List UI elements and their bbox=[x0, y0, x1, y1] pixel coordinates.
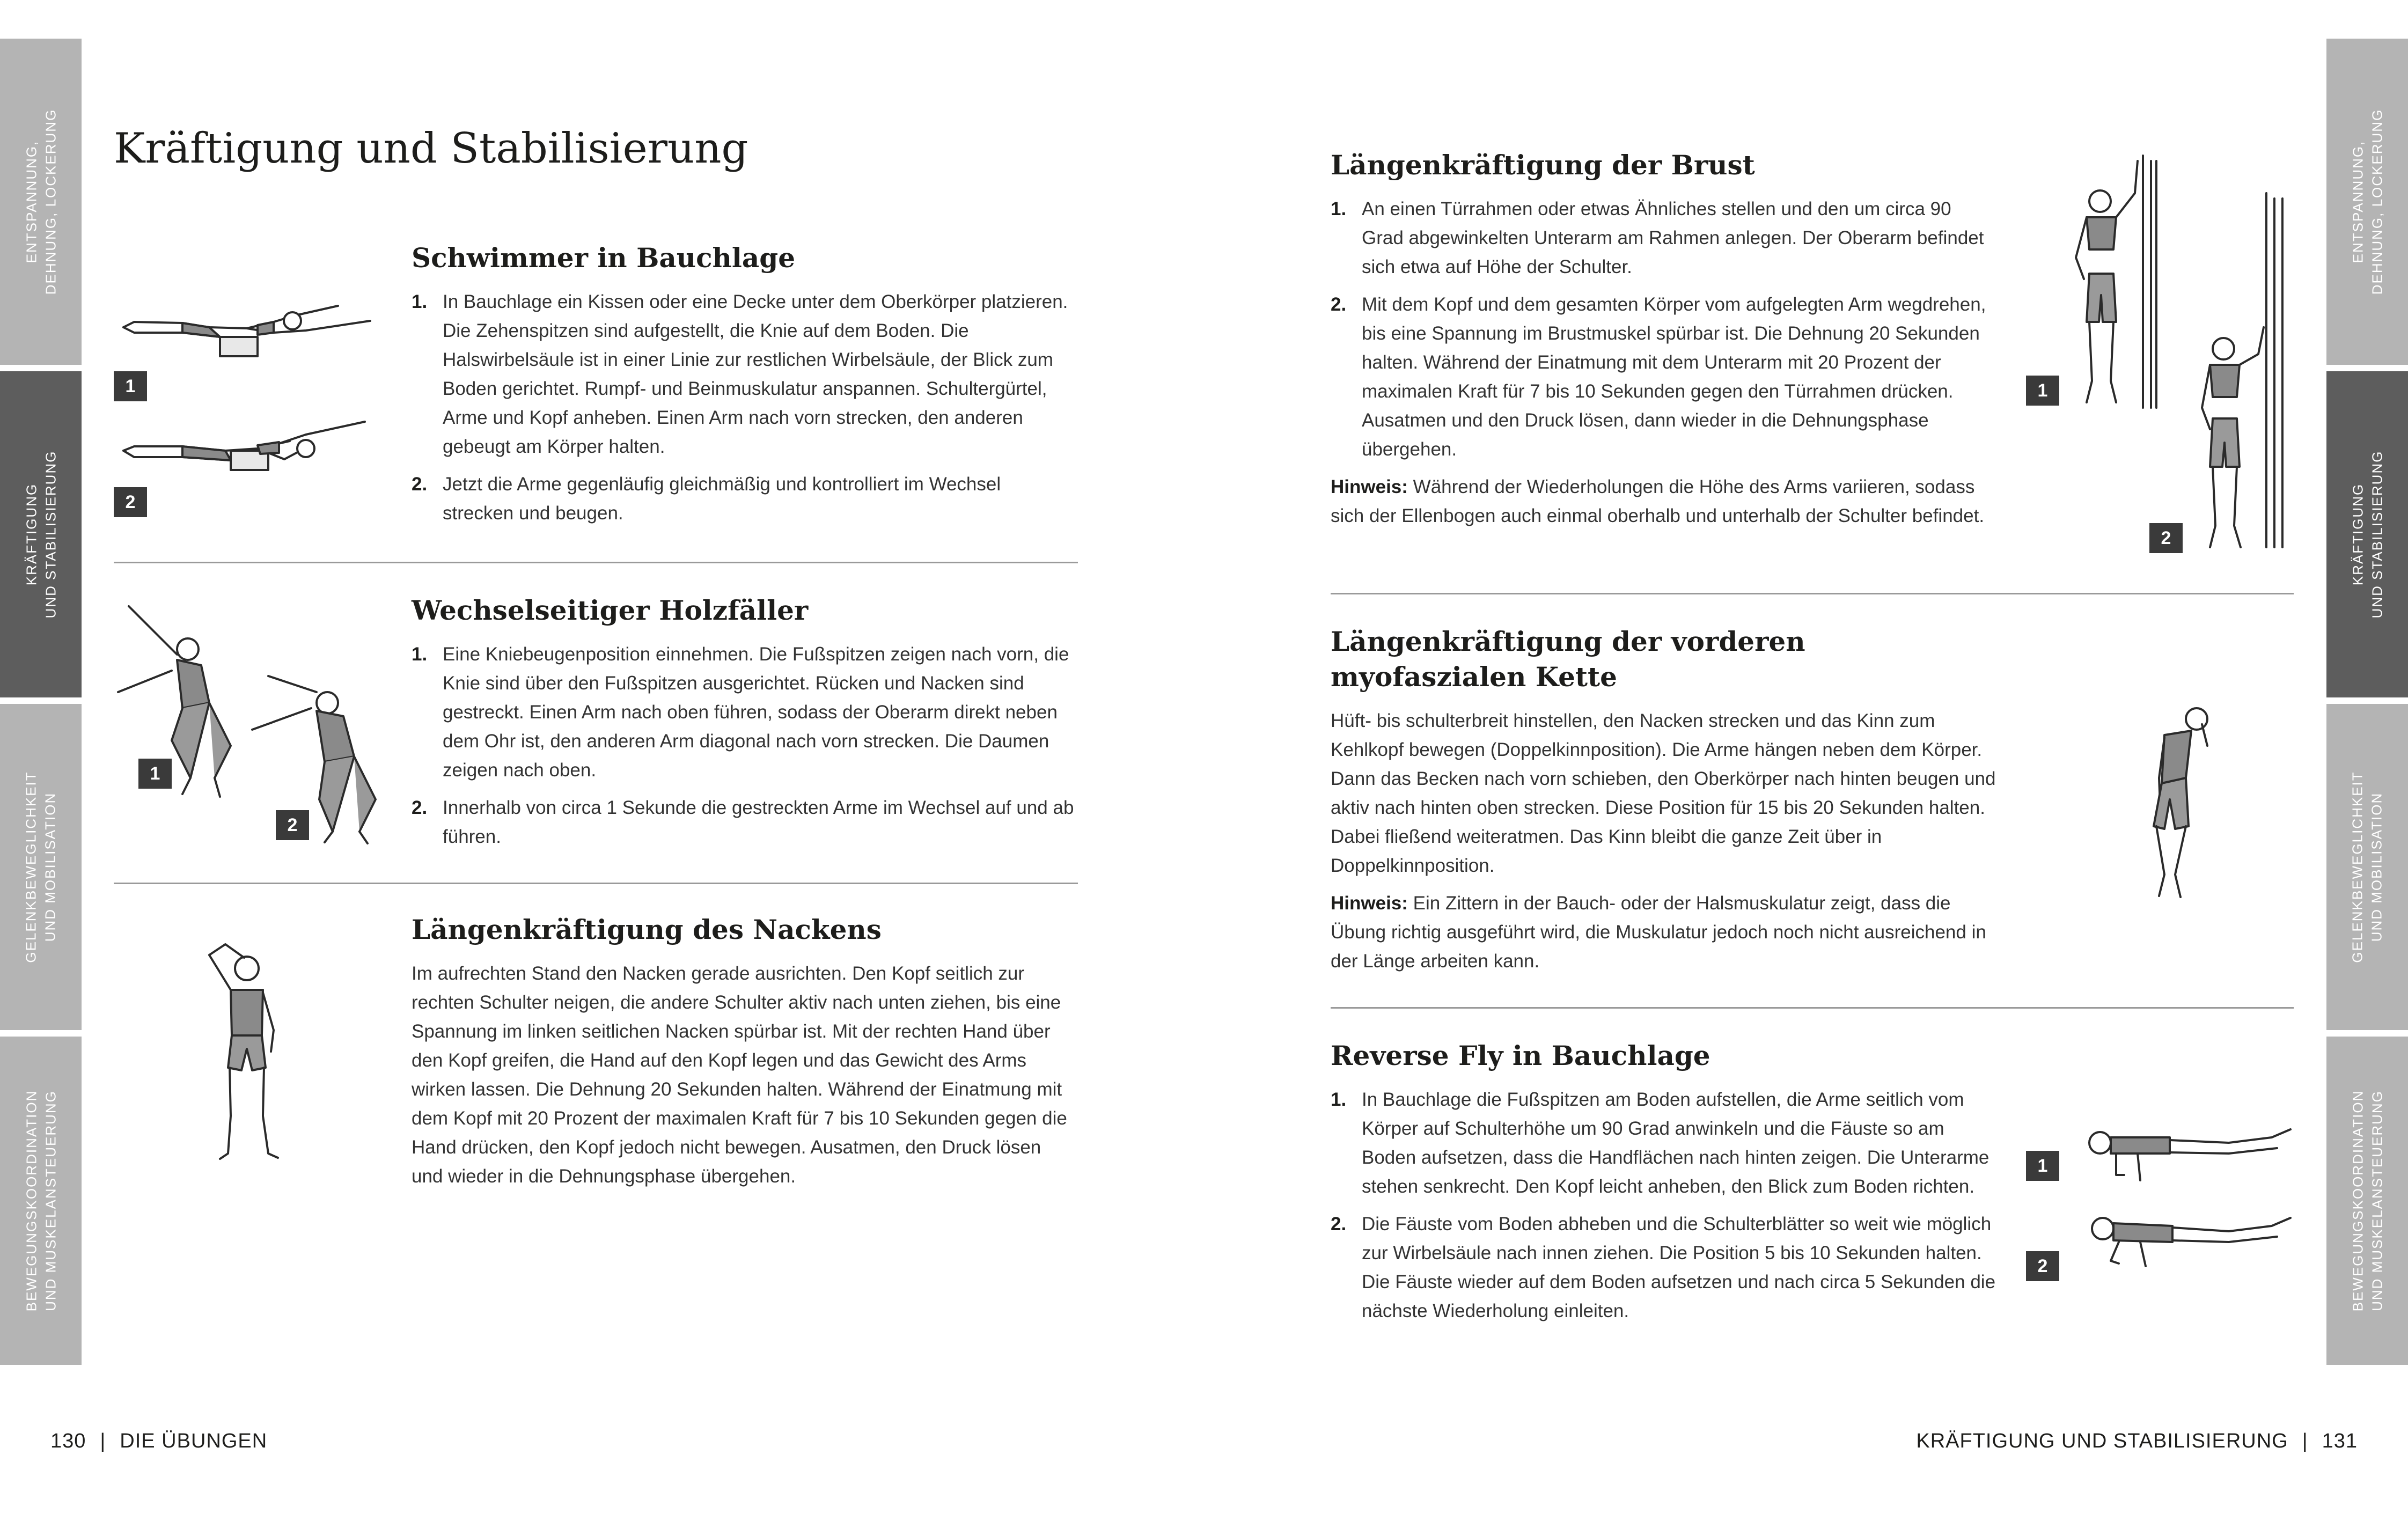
tab-entspannung[interactable]: ENTSPANNUNG, DEHNUNG, LOCKERUNG bbox=[2326, 39, 2408, 365]
tab-gelenkbeweglichkeit[interactable]: GELENKBEWEGLICHKEIT UND MOBILISATION bbox=[2326, 704, 2408, 1030]
section-schwimmer bbox=[412, 240, 1077, 537]
figure-badge-2: 2 bbox=[2026, 1251, 2059, 1281]
section-divider bbox=[1331, 1007, 2294, 1009]
page-title: Kräftigung und Stabilisierung bbox=[114, 124, 748, 173]
step-item: 2. Innerhalb von circa 1 Sekunde die gestreckten Arme im Wechsel auf und ab führen. bbox=[412, 797, 1074, 847]
step-item: 2. Die Fäuste vom Boden abheben und die Schulterblätter so weit wie möglich zur Wirbelsäule nach innen ziehen. Die Position 5 bis 10 Sekunden halten. Die Fäuste wieder auf dem Boden aufsetzen und nach circa 5 Sekunden die nächste Wiederholung einleiten. bbox=[1331, 1214, 1996, 1321]
footer-left: 130 | DIE ÜBUNGEN bbox=[50, 1430, 268, 1452]
step-item: 1. Eine Kniebeugenposition einnehmen. Die Fußspitzen zeigen nach vorn, die Knie sind über den Fußspitzen ausgerichtet. Rücken und Nacken sind gestreckt. Einen Arm nach oben führen, sodass der Oberarm direkt neben dem Ohr ist, den anderen Arm diagonal nach vorn strecken. Die Daumen zeigen nach oben. bbox=[412, 644, 1069, 781]
section-divider bbox=[114, 562, 1078, 563]
tab-kraeftigung[interactable]: KRÄFTIGUNG UND STABILISIERUNG bbox=[0, 371, 82, 697]
section-reverse-fly bbox=[1331, 1038, 1996, 1334]
footer-right: KRÄFTIGUNG UND STABILISIERUNG | 131 bbox=[1916, 1430, 2358, 1452]
section-title: Längenkräftigung der vorderen myofaszialen Kette bbox=[1331, 626, 1805, 693]
woodchopper-illustration bbox=[107, 596, 397, 848]
step-item: 1. In Bauchlage ein Kissen oder eine Decke unter dem Oberkörper platzieren. Die Zehenspitzen sind aufgestellt, die Knie auf dem Boden. Die Halswirbelsäule ist in einer Linie zur restlichen Wirbelsäule, der Blick zum Boden gerichtet. Rumpf- und Beinmuskulatur anspannen. Schultergürtel, Arme und Kopf anheben. Einen Arm nach vorn strecken, den anderen gebeugt am Körper halten. bbox=[412, 291, 1068, 457]
hint-text: Hinweis: Ein Zittern in der Bauch- oder der Halsmuskulatur zeigt, dass die Übung richtig ausgeführt wird, die Muskulatur jedoch noch nicht ausreichend in der Länge arbeiten kann. bbox=[1331, 893, 1986, 972]
section-brust bbox=[1331, 148, 1996, 539]
neck-stretch-illustration bbox=[193, 939, 300, 1175]
step-item: 1. An einen Türrahmen oder etwas Ähnliches stellen und den um circa 90 Grad abgewinkelten Unterarm am Rahmen anlegen. Der Oberarm befindet sich etwa auf Höhe der Schulter. bbox=[1331, 199, 1984, 277]
back-bend-illustration bbox=[2127, 697, 2234, 912]
section-myofaszial bbox=[1331, 624, 1996, 984]
tab-bewegungskoordination[interactable]: BEWEGUNGSKOORDINATION UND MUSKELANSTEUERUNG bbox=[2326, 1037, 2408, 1365]
figure-badge-2: 2 bbox=[2149, 523, 2183, 553]
section-nacken bbox=[412, 912, 1077, 1200]
right-page bbox=[1204, 0, 2408, 1521]
chest-stretch-illustration bbox=[2041, 150, 2299, 558]
footer-label: DIE ÜBUNGEN bbox=[120, 1430, 268, 1452]
reverse-fly-illustration bbox=[2079, 1105, 2299, 1282]
step-list bbox=[1331, 195, 1996, 464]
figure-badge-2: 2 bbox=[276, 810, 309, 840]
tab-kraeftigung[interactable]: KRÄFTIGUNG UND STABILISIERUNG bbox=[2326, 371, 2408, 697]
tab-entspannung[interactable]: ENTSPANNUNG, DEHNUNG, LOCKERUNG bbox=[0, 39, 82, 365]
section-divider bbox=[1331, 593, 2294, 594]
figure-badge-1: 1 bbox=[2026, 1151, 2059, 1181]
section-title: Längenkräftigung des Nackens bbox=[412, 914, 882, 945]
step-item: 2. Jetzt die Arme gegenläufig gleichmäßig und kontrolliert im Wechsel strecken und beugen. bbox=[412, 474, 1001, 524]
figure-badge-1: 1 bbox=[114, 371, 147, 401]
section-title: Längenkräftigung der Brust bbox=[1331, 149, 1755, 181]
section-title: Schwimmer in Bauchlage bbox=[412, 242, 796, 274]
swimmer-illustration bbox=[113, 290, 381, 494]
page-number: 131 bbox=[2322, 1430, 2358, 1452]
hint-text: Hinweis: Während der Wiederholungen die Höhe des Arms variieren, sodass sich der Ellenbogen auch einmal oberhalb und unterhalb der Schulter befindet. bbox=[1331, 476, 1985, 526]
section-title: Reverse Fly in Bauchlage bbox=[1331, 1040, 1710, 1071]
section-title: Wechselseitiger Holzfäller bbox=[412, 594, 809, 626]
step-item: 1. In Bauchlage die Fußspitzen am Boden aufstellen, die Arme seitlich vom Körper auf Schulterhöhe um 90 Grad anwinkeln und die Fäuste so am Boden aufsetzen, dass die Handflächen nach hinten zeigen. Die Unterarme stehen senkrecht. Den Kopf leicht anheben, den Blick zum Boden richten. bbox=[1331, 1089, 1989, 1197]
section-text: Hüft- bis schulterbreit hinstellen, den Nacken strecken und das Kinn zum Kehlkopf bewegen (Doppelkinnposition). Die Arme hängen neben dem Körper. Dann das Becken nach vorn schieben, den Oberkörper nach hinten beugen und aktiv nach hinten oben strecken. Diese Position für 15 bis 20 Sekunden halten. Dabei fließend weiteratmen. Das Kinn bleibt die ganze Zeit über in Doppelkinnposition. bbox=[1331, 710, 1996, 876]
step-item: 2. Mit dem Kopf und dem gesamten Körper vom aufgelegten Arm wegdrehen, bis eine Spannung im Brustmuskel spürbar ist. Die Dehnung 20 Sekunden halten. Während der Einatmung mit dem Unterarm mit 20 Prozent der maximalen Kraft für 7 bis 10 Sekunden gegen den Türrahmen drücken. Ausatmen und den Druck lösen, dann wieder in die Dehnungsphase übergehen. bbox=[1331, 294, 1986, 460]
page-number: 130 bbox=[50, 1430, 86, 1452]
figure-badge-2: 2 bbox=[114, 487, 147, 517]
tab-gelenkbeweglichkeit[interactable]: GELENKBEWEGLICHKEIT UND MOBILISATION bbox=[0, 704, 82, 1030]
step-list bbox=[1331, 1085, 1996, 1326]
section-holzfaeller bbox=[412, 593, 1077, 860]
tab-bewegungskoordination[interactable]: BEWEGUNGSKOORDINATION UND MUSKELANSTEUERUNG bbox=[0, 1037, 82, 1365]
figure-badge-1: 1 bbox=[2026, 376, 2059, 406]
figure-badge-1: 1 bbox=[138, 759, 172, 789]
section-text: Im aufrechten Stand den Nacken gerade ausrichten. Den Kopf seitlich zur rechten Schulter neigen, die andere Schulter aktiv nach unten ziehen, bis eine Spannung im linken seitlichen Nacken spürbar ist. Mit der rechten Hand über den Kopf greifen, die Hand auf den Kopf legen und das Gewicht des Arms wirken lassen. Die Dehnung 20 Sekunden halten. Während der Einatmung mit dem Kopf mit 20 Prozent der maximalen Kraft für 7 bis 10 Sekunden gegen die Hand drücken, den Kopf jedoch nicht bewegen. Ausatmen, den Druck lösen und wieder in die Dehnungsphase übergehen. bbox=[412, 963, 1067, 1187]
step-list bbox=[412, 640, 1077, 851]
section-divider bbox=[114, 883, 1078, 884]
footer-label: KRÄFTIGUNG UND STABILISIERUNG bbox=[1916, 1430, 2288, 1452]
step-list bbox=[412, 288, 1077, 528]
